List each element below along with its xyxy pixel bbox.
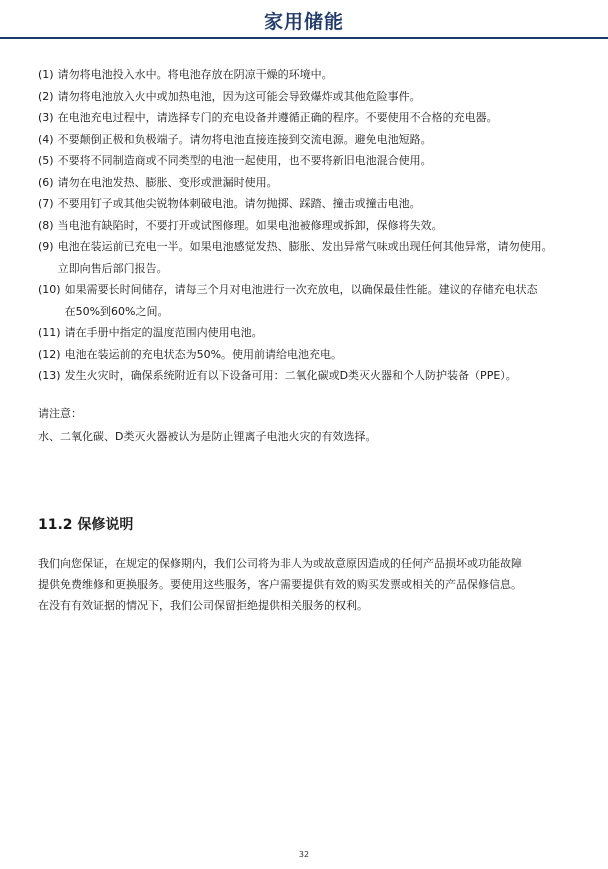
item-text (58, 193, 586, 215)
item-number: (12) (38, 347, 61, 361)
item-line: 当电池有缺陷时，不要打开或试图修理。如果电池被修理或拆卸，保修将失效。 (57, 218, 443, 232)
item-number: (3) (38, 111, 54, 124)
item-line: 不要颠倒正极和负极端子。请勿将电池直接连接到交流电源。避免电池短路。 (57, 132, 432, 146)
list-item (38, 172, 586, 194)
paragraph-line: 提供免费维修和更换服务。要使用这些服务，客户需要提供有效的购买发票或相关的产品保修信息。 (38, 578, 522, 591)
item-text (58, 64, 586, 86)
list-item (38, 344, 586, 366)
item-line: 发生火灾时，确保系统附近有以下设备可用：二氧化碳或D类灭火器和个人防护装备（PPE）。 (64, 369, 517, 382)
item-text (65, 365, 586, 387)
paragraph-line: 我们向您保证，在规定的保修期内，我们公司将为非人为或故意原因造成的任何产品损坏或功能故障 (38, 557, 522, 570)
item-text (65, 322, 586, 344)
item-line: 请在手册中指定的温度范围内使用电池。 (64, 326, 263, 339)
list-item (38, 279, 586, 322)
list-item (38, 215, 586, 237)
item-number: (8) (38, 218, 54, 232)
list-item (38, 322, 586, 344)
item-text (58, 215, 586, 237)
note-label: 请注意： (38, 407, 82, 420)
item-text (58, 129, 586, 151)
item-line: 请勿在电池发热、膨胀、变形或泄漏时使用。 (57, 175, 278, 189)
warranty-paragraph (38, 553, 522, 616)
item-line: 请勿将电池投入水中。将电池存放在阴凉干燥的环境中。 (57, 68, 333, 81)
page-number: 32 (298, 850, 310, 859)
item-text (58, 172, 586, 194)
item-number: (10) (38, 283, 61, 296)
item-text (58, 86, 586, 108)
list-item (38, 150, 586, 172)
item-number: (6) (38, 175, 54, 189)
section-heading: 11.2 保修说明 (38, 517, 134, 533)
item-number: (13) (38, 369, 61, 382)
list-item (38, 86, 586, 108)
item-line: 不要用钉子或其他尖锐物体刺破电池。请勿抛掷、踩踏、撞击或撞击电池。 (57, 197, 421, 210)
list-item (38, 365, 586, 387)
item-line: 不要将不同制造商或不同类型的电池一起使用，也不要将新旧电池混合使用。 (57, 154, 432, 167)
item-number: (9) (38, 240, 54, 253)
precautions-list (38, 64, 586, 387)
item-text (58, 236, 586, 279)
item-line: 在电池充电过程中，请选择专门的充电设备并遵循正确的程序。不要使用不合格的充电器。 (57, 111, 498, 124)
item-line: 如果需要长时间储存，请每三个月对电池进行一次充放电，以确保最佳性能。建议的存储充电状态 (64, 283, 538, 296)
item-number: (2) (38, 89, 54, 103)
item-number: (5) (38, 154, 54, 167)
item-number: (11) (38, 326, 61, 339)
item-line: 立即向售后部门报告。 (57, 261, 168, 275)
item-line: 电池在装运前已充电一半。如果电池感觉发热、膨胀、发出异常气味或出现任何其他异常，请勿使用。 (57, 240, 553, 253)
list-item (38, 236, 586, 279)
page-header-title: 家用储能 (263, 11, 344, 33)
item-text (65, 279, 586, 322)
item-number: (7) (38, 197, 54, 210)
item-line: 电池在装运前的充电状态为50%。使用前请给电池充电。 (64, 347, 343, 361)
item-line: 在50%到60%之间。 (64, 304, 169, 318)
item-text (58, 150, 586, 172)
list-item (38, 64, 586, 86)
header-divider (0, 37, 608, 39)
list-item (38, 107, 586, 129)
item-text (65, 344, 586, 366)
item-number: (4) (38, 132, 54, 146)
item-line: 请勿将电池放入火中或加热电池，因为这可能会导致爆炸或其他危险事件。 (57, 89, 421, 103)
item-text (58, 107, 586, 129)
list-item (38, 129, 586, 151)
paragraph-line: 在没有有效证据的情况下，我们公司保留拒绝提供相关服务的权利。 (38, 599, 368, 612)
note-text: 水、二氧化碳、D类灭火器被认为是防止锂离子电池火灾的有效选择。 (38, 430, 377, 443)
list-item (38, 193, 586, 215)
item-number: (1) (38, 68, 54, 81)
